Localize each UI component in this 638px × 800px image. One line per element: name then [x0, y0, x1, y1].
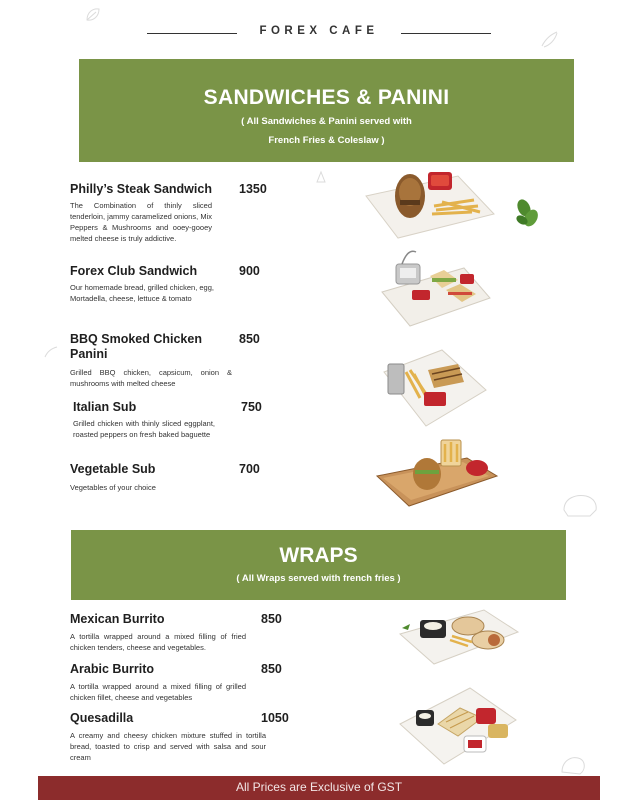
item-description: Grilled chicken with thinly sliced eggplant, roasted peppers on fresh baked baguette — [73, 419, 215, 439]
item-price: 750 — [241, 400, 262, 414]
menu-item — [70, 612, 260, 653]
basil-leaf-icon — [514, 198, 542, 230]
section-subtitle-line1: ( All Sandwiches & Panini served with — [241, 116, 412, 127]
item-name: Philly’s Steak Sandwich — [70, 182, 212, 196]
sandwiches-section-banner — [79, 59, 574, 162]
bread-doodle-icon — [560, 488, 600, 520]
item-description: Vegetables of your choice — [70, 483, 156, 492]
herb-doodle-icon — [314, 170, 328, 184]
item-name: Vegetable Sub — [70, 462, 156, 476]
item-price: 850 — [261, 612, 282, 626]
item-name: Arabic Burrito — [70, 662, 155, 676]
item-name: Forex Club Sandwich — [70, 264, 198, 278]
item-price: 850 — [239, 332, 260, 346]
wraps-section-banner — [71, 530, 566, 600]
item-description: A tortilla wrapped around a mixed filling of grilled chicken fillet, cheese and vegetables — [70, 682, 246, 702]
item-description: Our homemade bread, grilled chicken, egg, Mortadella, cheese, lettuce & tomato — [70, 283, 214, 303]
leaf-doodle-icon — [44, 346, 58, 358]
club-sandwich-image — [380, 246, 492, 330]
philly-steak-sandwich-image — [362, 162, 498, 242]
item-price: 700 — [239, 462, 260, 476]
leaf-doodle-icon — [84, 6, 102, 24]
item-price: 900 — [239, 264, 260, 278]
item-name: BBQ Smoked Chicken Panini — [70, 332, 202, 361]
menu-item — [73, 400, 238, 440]
section-title: WRAPS — [279, 544, 358, 567]
item-description: A creamy and cheesy chicken mixture stuffed in tortilla bread, toasted to crisp and served with salsa and sour cream — [70, 731, 266, 762]
vegetable-sub-image — [375, 436, 499, 510]
section-subtitle-line2: French Fries & Coleslaw ) — [268, 135, 385, 146]
menu-item — [70, 462, 235, 493]
section-title: SANDWICHES & PANINI — [203, 86, 450, 109]
menu-item — [70, 662, 260, 703]
bbq-chicken-panini-image — [380, 342, 488, 428]
item-name: Mexican Burrito — [70, 612, 165, 626]
menu-item — [70, 182, 235, 244]
menu-item — [70, 332, 235, 389]
pepper-doodle-icon — [538, 28, 560, 50]
header-rule-right — [401, 33, 491, 34]
item-name: Quesadilla — [70, 711, 134, 725]
item-name: Italian Sub — [73, 400, 137, 414]
section-subtitle: ( All Wraps served with french fries ) — [236, 573, 401, 584]
item-description: The Combination of thinly sliced tenderloin, jammy caramelized onions, Mix Peppers & Mushrooms and ooey-gooey melted cheese is truly addictive. — [70, 201, 212, 243]
quesadilla-image — [398, 684, 518, 766]
menu-item — [70, 264, 235, 304]
item-price: 850 — [261, 662, 282, 676]
gst-notice-footer — [38, 776, 600, 800]
item-description: Grilled BBQ chicken, capsicum, onion & mushrooms with melted cheese — [70, 368, 232, 388]
item-price: 1050 — [261, 711, 289, 725]
gst-notice: All Prices are Exclusive of GST — [235, 780, 403, 794]
header-rule-left — [147, 33, 237, 34]
pepper-doodle-icon — [556, 752, 590, 778]
brand-name: FOREX CAFE — [259, 25, 379, 37]
menu-item — [70, 711, 270, 763]
item-price: 1350 — [239, 182, 267, 196]
item-description: A tortilla wrapped around a mixed filling of fried chicken tenders, cheese and vegetables. — [70, 632, 246, 652]
mexican-burrito-image — [398, 606, 520, 668]
